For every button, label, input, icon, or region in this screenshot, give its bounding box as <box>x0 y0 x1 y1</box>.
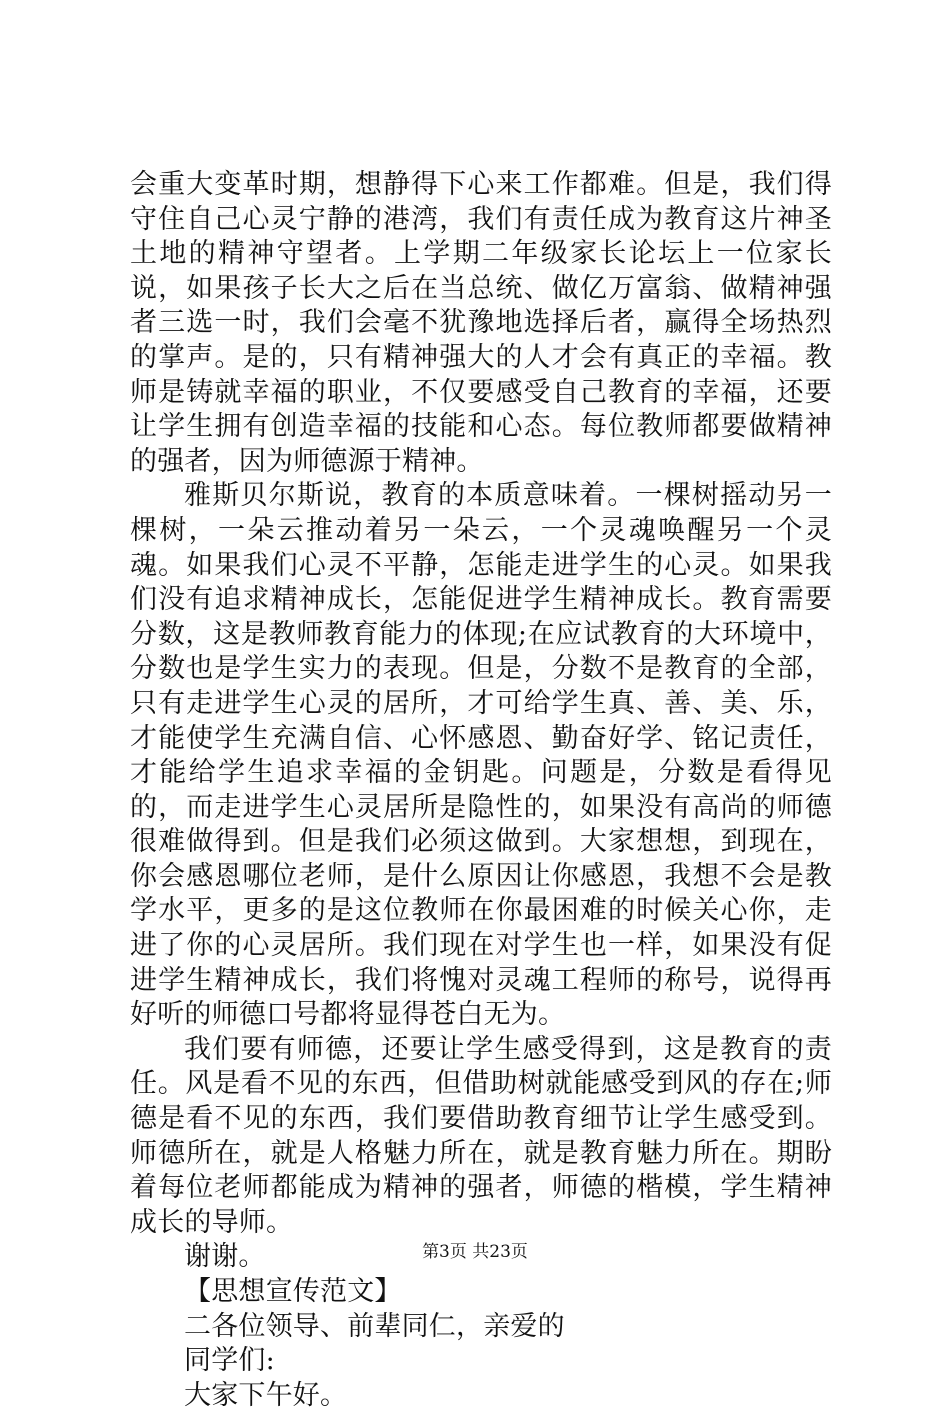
line-greeting-1: 二各位领导、前辈同仁，亲爱的 <box>184 1310 565 1342</box>
paragraph-3: 我们要有师德，还要让学生感受得到，这是教育的责任。风是看不见的东西，但借助树就能感受到风的存在;师德是看不见的东西，我们要借助教育细节让学生感受到。师德所在，就是人格魅力所在，就是教育魅力所在。期盼着每位老师都能成为精神的强者，师德的楷模，学生精神成长的导师。 <box>130 1033 832 1238</box>
line-greeting-2: 同学们: <box>184 1345 275 1377</box>
body-text <box>130 168 832 1413</box>
paragraph-1: 会重大变革时期，想静得下心来工作都难。但是，我们得守住自己心灵宁静的港湾，我们有责任成为教育这片神圣土地的精神守望者。上学期二年级家长论坛上一位家长说，如果孩子长大之后在当总统、做亿万富翁、做精神强者三选一时，我们会毫不犹豫地选择后者，赢得全场热烈的掌声。是的，只有精神强大的人才会有真正的幸福。教师是铸就幸福的职业，不仅要感受自己教育的幸福，还要让学生拥有创造幸福的技能和心态。每位教师都要做精神的强者，因为师德源于精神。 <box>130 169 832 477</box>
page-footer: 第3页 共23页 <box>422 1242 528 1262</box>
line-greeting-3: 大家下午好。 <box>184 1379 348 1411</box>
line-thanks: 谢谢。 <box>184 1241 266 1273</box>
section-heading: 【思想宣传范文】 <box>184 1276 402 1307</box>
paragraph-2: 雅斯贝尔斯说，教育的本质意味着。一棵树摇动另一棵树，一朵云推动着另一朵云，一个灵魂唤醒另一个灵魂。如果我们心灵不平静，怎能走进学生的心灵。如果我们没有追求精神成长，怎能促进学生精神成长。教育需要分数，这是教师教育能力的体现;在应试教育的大环境中，分数也是学生实力的表现。但是，分数不是教育的全部，只有走进学生心灵的居所，才可给学生真、善、美、乐，才能使学生充满自信、心怀感恩、勤奋好学、铭记责任，才能给学生追求幸福的金钥匙。问题是，分数是看得见的，而走进学生心灵居所是隐性的，如果没有高尚的师德很难做得到。但是我们必须这做到。大家想想，到现在，你会感恩哪位老师，是什么原因让你感恩，我想不会是教学水平，更多的是这位教师在你最困难的时候关心你，走进了你的心灵居所。我们现在对学生也一样，如果没有促进学生精神成长，我们将愧对灵魂工程师的称号，说得再好听的师德口号都将显得苍白无为。 <box>130 480 832 1031</box>
